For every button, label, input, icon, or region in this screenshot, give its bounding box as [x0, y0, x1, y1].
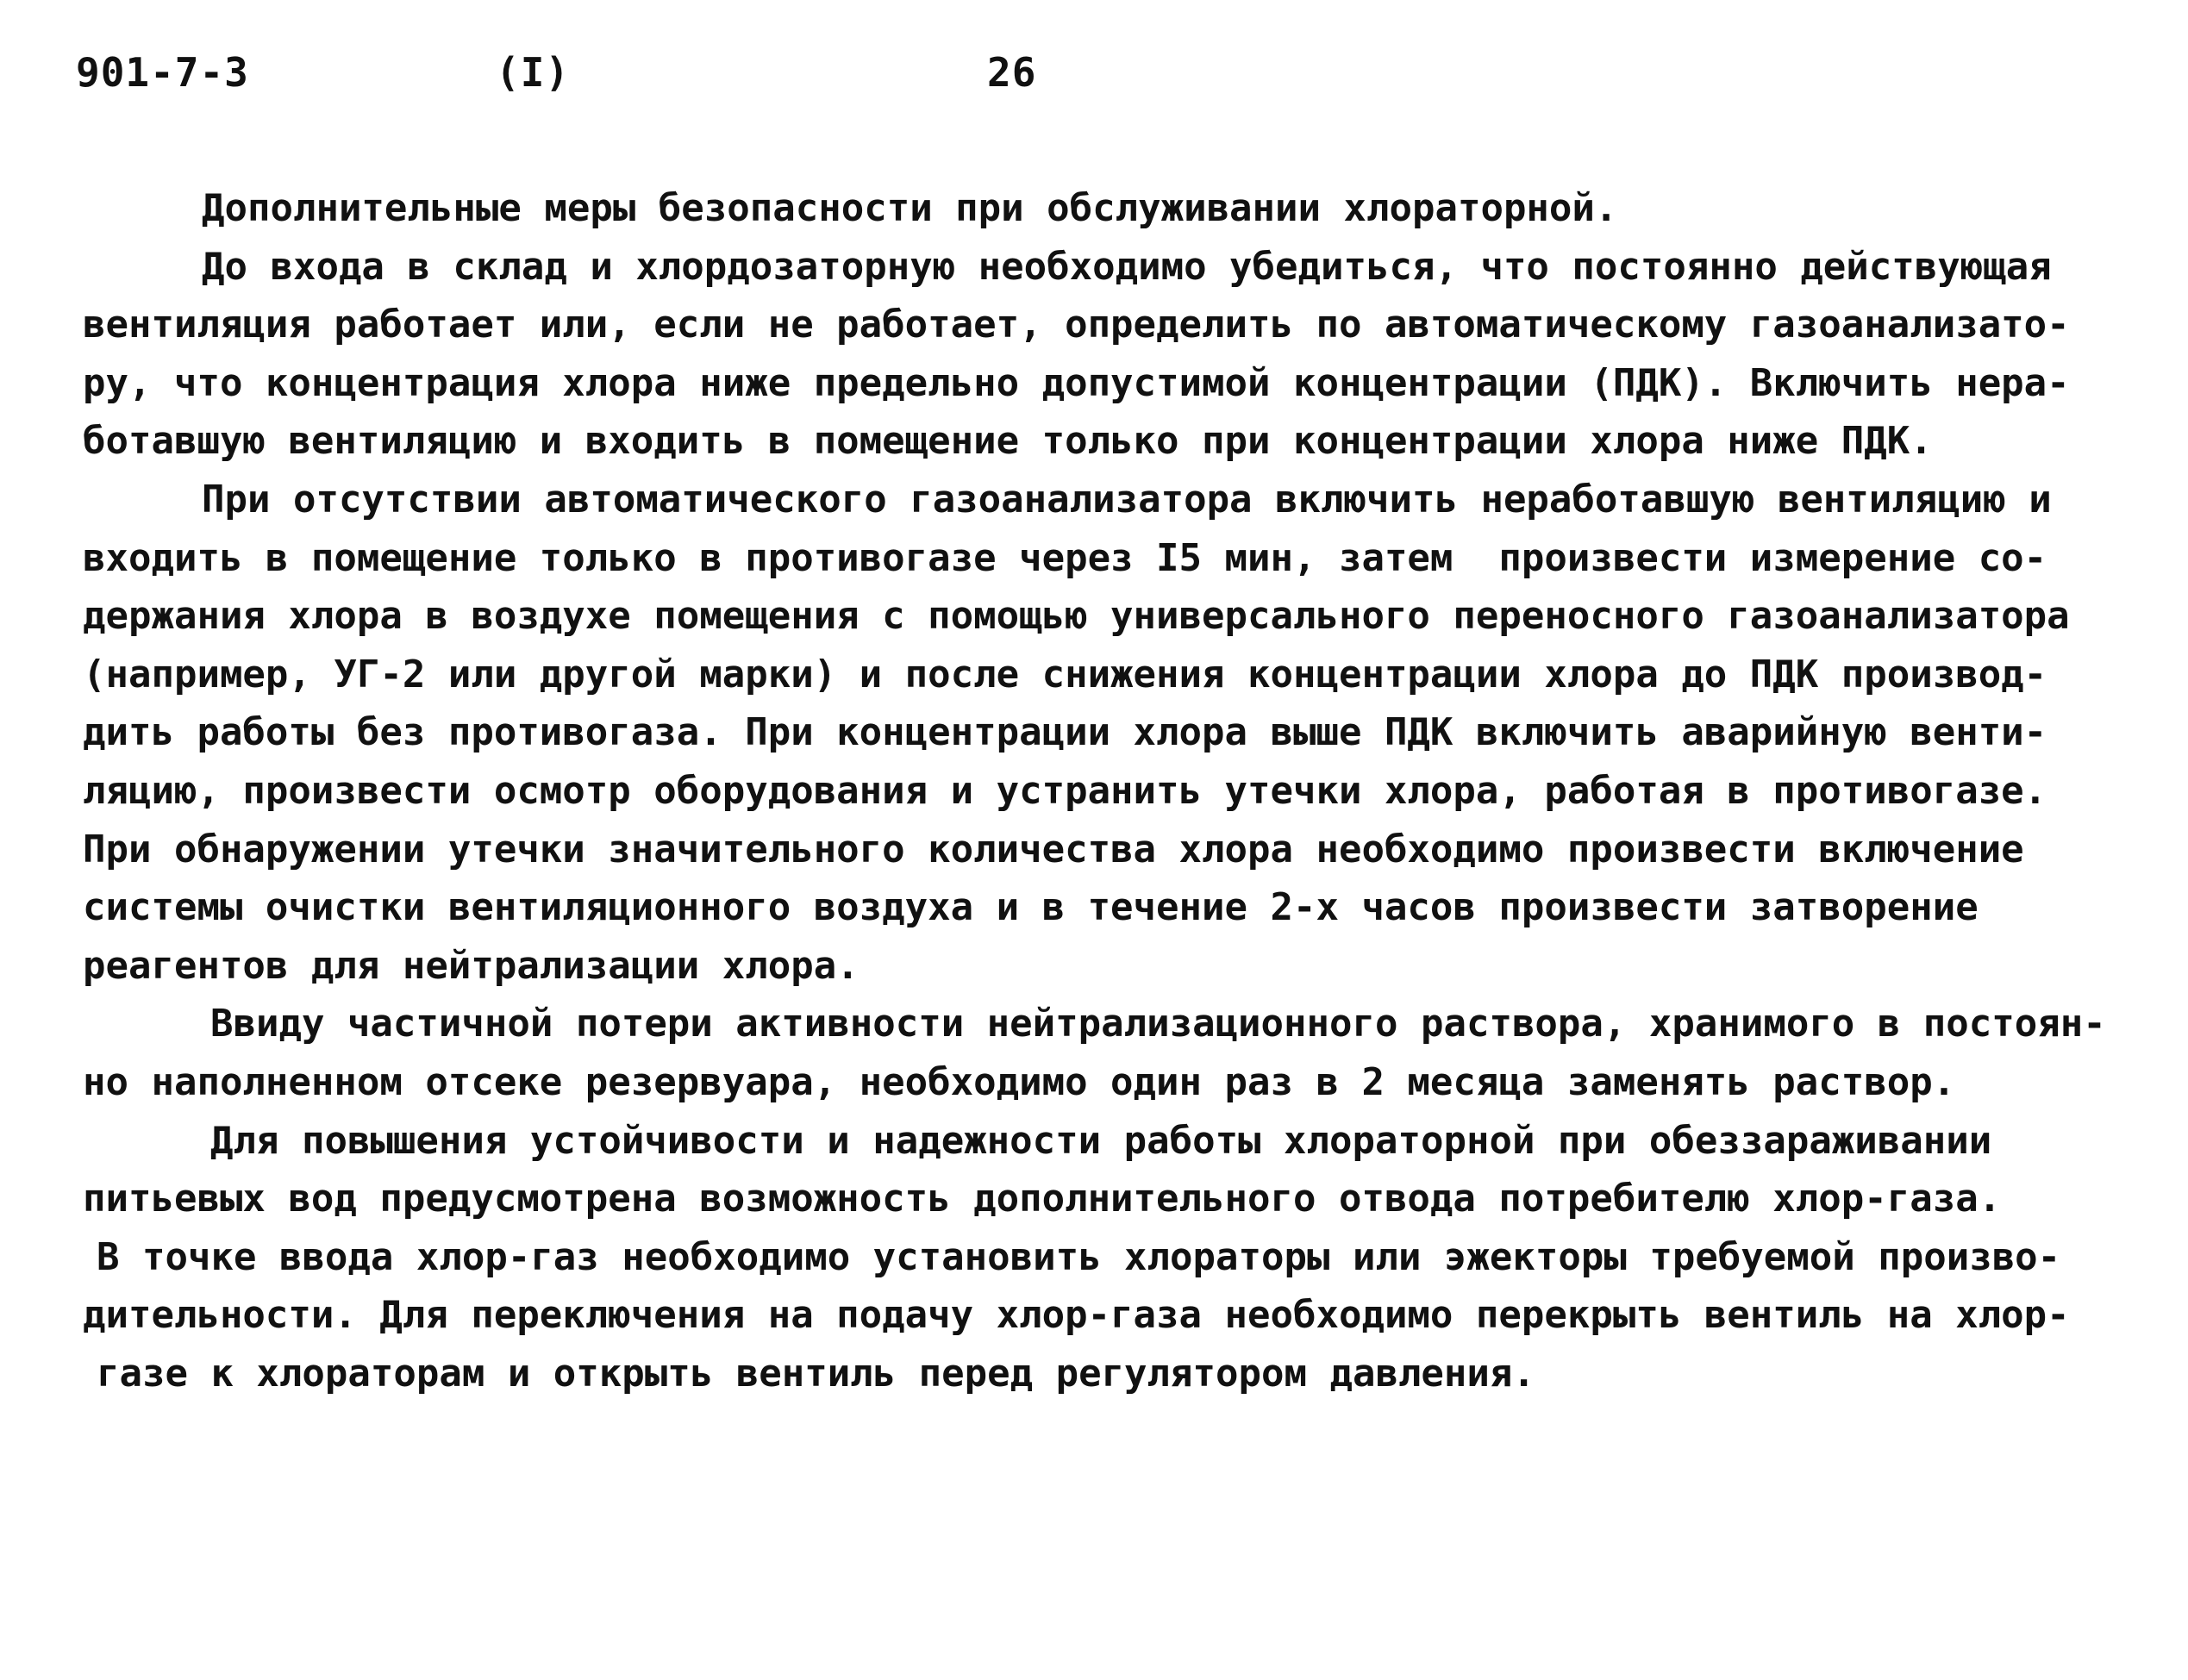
text-line: газе к хлораторам и открыть вентиль перед регулятором давления.: [97, 1351, 1535, 1396]
text-line: держания хлора в воздухе помещения с помощью универсального переносного газоанализатора: [83, 594, 2070, 639]
text-line: но наполненном отсеке резервуара, необходимо один раз в 2 месяца заменять раствор.: [83, 1059, 1956, 1104]
text-line: При отсутствии автоматического газоанализатора включить неработавшую вентиляцию и: [202, 477, 2052, 521]
page-number: 26: [987, 49, 1037, 96]
text-line: питьевых вод предусмотрена возможность дополнительного отвода потребителю хлор-газа.: [83, 1177, 2002, 1221]
text-line: ботавшую вентиляцию и входить в помещение только при концентрации хлора ниже ПДК.: [83, 419, 1933, 464]
text-line: ру, что концентрация хлора ниже предельно допустимой концентрации (ПДК). Включить нера-: [83, 360, 2070, 405]
text-line: Ввиду частичной потери активности нейтрализационного раствора, хранимого в постоян-: [210, 1002, 2106, 1046]
text-line: вентиляция работает или, если не работает, определить по автоматическому газоанализато-: [83, 303, 2070, 347]
text-line: реагентов для нейтрализации хлора.: [83, 943, 860, 988]
text-line: дительности. Для переключения на подачу хлор-газа необходимо перекрыть вентиль на хлор-: [83, 1293, 2070, 1338]
document-code: 901-7-3: [76, 49, 249, 96]
body-text: [83, 179, 2117, 1402]
text-line: До входа в склад и хлордозаторную необходимо убедиться, что постоянно действующая: [202, 244, 2052, 289]
document-part: (I): [496, 49, 571, 96]
text-line: Для повышения устойчивости и надежности работы хлораторной при обеззараживании: [210, 1118, 1992, 1163]
text-line: В точке ввода хлор-газ необходимо установить хлораторы или эжекторы требуемой произво-: [97, 1234, 2061, 1279]
text-line: При обнаружении утечки значительного количества хлора необходимо произвести включение: [83, 827, 2024, 871]
text-line: дить работы без противогаза. При концентрации хлора выше ПДК включить аварийную венти-: [83, 710, 2047, 755]
text-line: (например, УГ-2 или другой марки) и после снижения концентрации хлора до ПДК производ-: [83, 652, 2047, 696]
text-line: системы очистки вентиляционного воздуха и в течение 2-х часов произвести затворение: [83, 885, 1979, 930]
text-line: ляцию, произвести осмотр оборудования и устранить утечки хлора, работая в противогазе.: [83, 768, 2047, 813]
text-line: входить в помещение только в противогазе через I5 мин, затем произвести измерение со-: [83, 535, 2047, 580]
text-line: Дополнительные меры безопасности при обслуживании хлораторной.: [202, 186, 1618, 230]
